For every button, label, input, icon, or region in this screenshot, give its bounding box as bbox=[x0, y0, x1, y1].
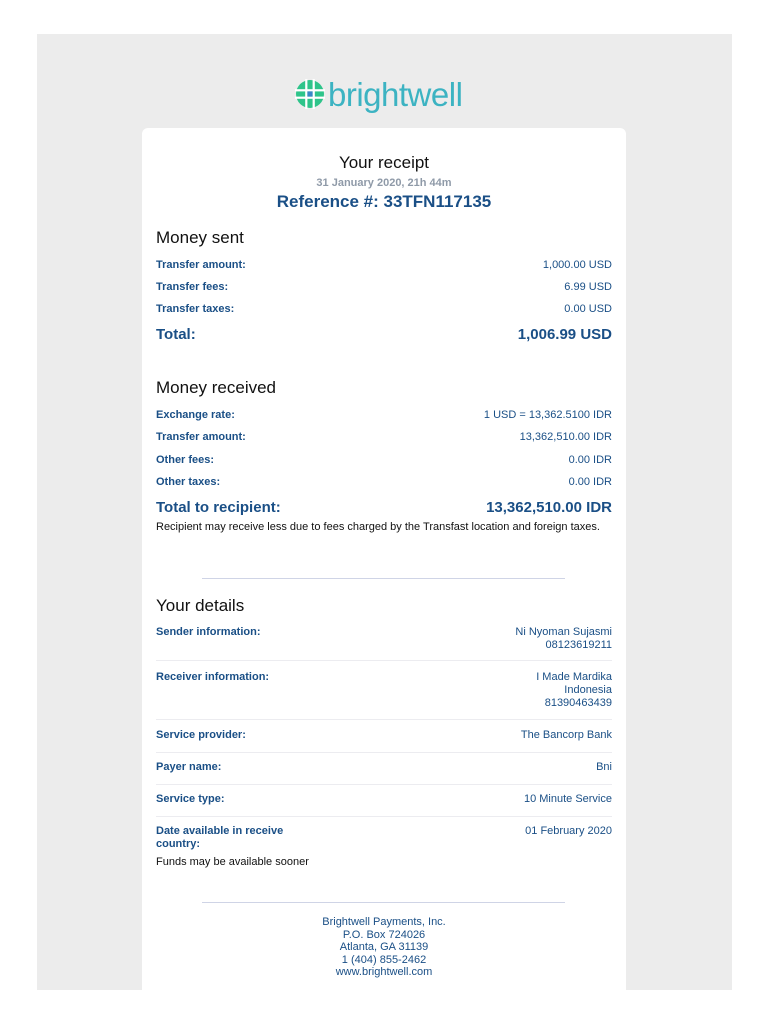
phone-number: 1 (404) 855-2462 bbox=[341, 953, 427, 966]
received-row bbox=[156, 454, 612, 470]
service-value: 10 Minute Service bbox=[523, 793, 612, 805]
sender-name: Ni Nyoman Sujasmi bbox=[515, 626, 612, 638]
received-row-value: 13,362,510.00 IDR bbox=[519, 431, 612, 443]
sent-row bbox=[156, 303, 612, 319]
website-link[interactable]: www.brightwell.com bbox=[335, 966, 433, 979]
provider-label: Service provider: bbox=[156, 729, 246, 741]
money-received-heading: Money received bbox=[156, 378, 277, 397]
receiver-label: Receiver information: bbox=[156, 671, 270, 683]
received-row-label: Other taxes: bbox=[156, 476, 221, 488]
row-separator bbox=[156, 784, 612, 785]
funds-note: Funds may be available sooner bbox=[156, 856, 309, 868]
sent-row-label: Transfer fees: bbox=[156, 281, 229, 293]
sent-row-value: 6.99 USD bbox=[564, 281, 612, 293]
section-divider bbox=[202, 902, 565, 903]
city-state: Atlanta, GA 31139 bbox=[339, 941, 429, 954]
sender-value bbox=[515, 626, 612, 652]
received-row-label: Exchange rate: bbox=[156, 409, 235, 421]
money-sent-heading: Money sent bbox=[156, 228, 244, 247]
row-separator bbox=[156, 660, 612, 661]
recipient-note: Recipient may receive less due to fees charged by the Transfast location and foreign taxes. bbox=[156, 521, 600, 533]
po-box: P.O. Box 724026 bbox=[342, 928, 426, 941]
globe-icon bbox=[295, 79, 325, 109]
payer-label: Payer name: bbox=[156, 761, 222, 773]
sent-row bbox=[156, 259, 612, 275]
sender-label: Sender information: bbox=[156, 626, 261, 638]
sent-row bbox=[156, 281, 612, 297]
row-separator bbox=[156, 816, 612, 817]
received-total-value: 13,362,510.00 IDR bbox=[486, 499, 612, 516]
received-row-label: Other fees: bbox=[156, 454, 215, 466]
brand-name: brightwell bbox=[328, 75, 463, 113]
sender-phone: 08123619211 bbox=[545, 639, 612, 651]
row-separator bbox=[156, 752, 612, 753]
service-label: Service type: bbox=[156, 793, 225, 805]
received-total-label: Total to recipient: bbox=[156, 499, 281, 516]
received-row bbox=[156, 431, 612, 447]
sent-row-label: Transfer taxes: bbox=[156, 303, 235, 315]
provider-value: The Bancorp Bank bbox=[520, 729, 612, 741]
company-name: Brightwell Payments, Inc. bbox=[322, 916, 446, 928]
date-available-value: 01 February 2020 bbox=[525, 825, 612, 837]
received-row-value: 0.00 IDR bbox=[568, 476, 612, 488]
received-row-value: 0.00 IDR bbox=[568, 454, 612, 466]
sent-row-value: 0.00 USD bbox=[564, 303, 612, 315]
reference-number: Reference #: 33TFN117135 bbox=[276, 192, 492, 211]
receipt-date: 31 January 2020, 21h 44m bbox=[316, 177, 452, 189]
section-divider bbox=[202, 578, 565, 579]
received-row bbox=[156, 409, 612, 425]
received-row bbox=[156, 476, 612, 492]
receipt-title: Your receipt bbox=[338, 153, 430, 172]
receiver-country: Indonesia bbox=[564, 684, 612, 696]
receiver-name: I Made Mardika bbox=[536, 671, 612, 683]
received-row-label: Transfer amount: bbox=[156, 431, 246, 443]
sent-total-label: Total: bbox=[156, 326, 196, 343]
details-heading: Your details bbox=[156, 596, 245, 615]
receiver-phone: 81390463439 bbox=[544, 697, 612, 709]
receipt-card bbox=[142, 128, 626, 990]
sent-total-value: 1,006.99 USD bbox=[517, 326, 612, 343]
receiver-value bbox=[536, 671, 612, 710]
date-available-label: Date available in receive country: bbox=[156, 825, 284, 850]
sent-row-label: Transfer amount: bbox=[156, 259, 246, 271]
sent-row-value: 1,000.00 USD bbox=[542, 259, 612, 271]
payer-value: Bni bbox=[596, 761, 612, 773]
received-row-value: 1 USD = 13,362.5100 IDR bbox=[483, 409, 612, 421]
row-separator bbox=[156, 719, 612, 720]
company-address bbox=[142, 916, 626, 979]
brightwell-logo bbox=[295, 75, 462, 113]
